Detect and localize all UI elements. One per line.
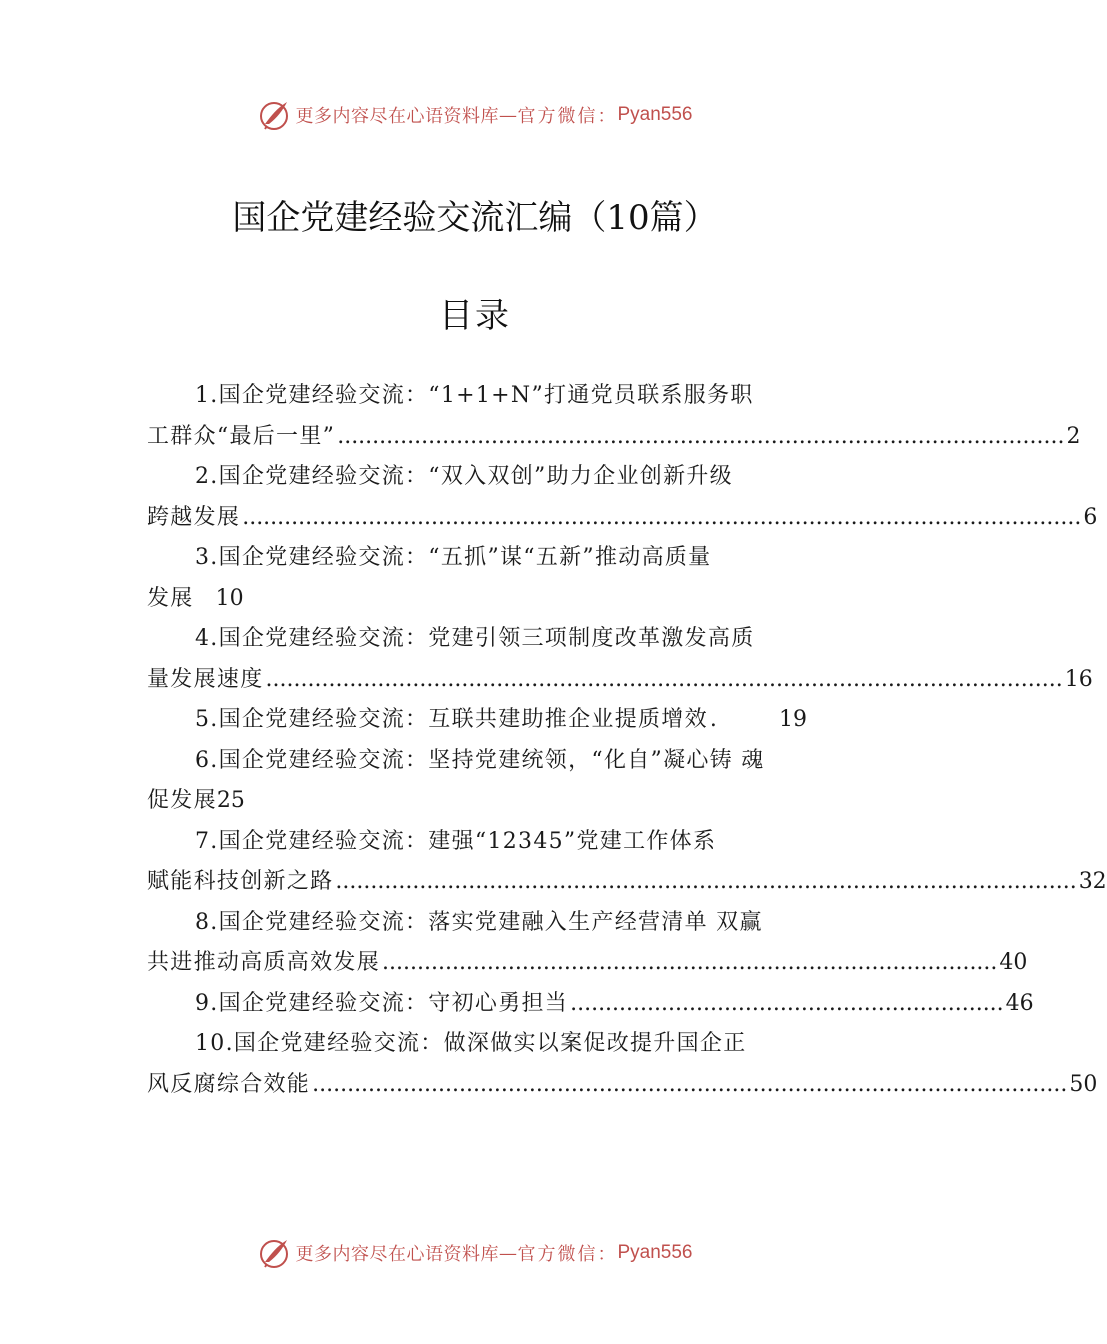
toc-page-number: 50 (1069, 1071, 1098, 1097)
toc-entry-title-cont: 促发展 (147, 788, 217, 813)
document-title: 国企党建经验交流汇编（10篇） (232, 198, 718, 238)
toc-entry-title: 3.国企党建经验交流：“五抓”谋“五新”推动高质量 (195, 545, 712, 570)
toc-entry-title-cont: 共进推动高质高效发展 (147, 950, 381, 975)
toc-heading: 目录 (439, 296, 511, 336)
toc-entry[interactable] (147, 741, 807, 822)
toc-entry-title-cont: 赋能科技创新之路 (147, 869, 334, 894)
toc-page-number: 2 (1066, 423, 1081, 449)
toc-page-number: 10 (215, 585, 244, 611)
table-of-contents (147, 376, 1107, 1105)
watermark-id: Pyan556 (617, 104, 693, 125)
toc-leader-dots: ........................................................................................ (382, 950, 998, 975)
toc-entry-title: 7.国企党建经验交流：建强“12345”党建工作体系 (195, 828, 717, 854)
toc-page-number: 46 (1005, 990, 1034, 1016)
watermark-id: Pyan556 (617, 1242, 693, 1263)
toc-entry-title-cont: 工群众“最后一里” (147, 423, 336, 449)
watermark-main-text: 更多内容尽在心语资料库 (295, 106, 499, 127)
quill-logo-icon (257, 98, 291, 132)
toc-entry-title: 2.国企党建经验交流：“双入双创”助力企业创新升级 (195, 464, 733, 489)
toc-entry[interactable] (147, 538, 807, 619)
watermark-banner-top (0, 95, 950, 135)
watermark-main-text: 更多内容尽在心语资料库 (295, 1244, 499, 1265)
toc-entry-title: 1.国企党建经验交流：“1+1+N”打通党员联系服务职 (195, 383, 754, 408)
toc-leader-dots: .................................................................................................................. (265, 666, 1063, 692)
watermark-separator: — (498, 104, 518, 126)
toc-entry-title: 6.国企党建经验交流：坚持党建统领，“化自”凝心铸 魂 (195, 747, 765, 773)
toc-entry[interactable] (147, 903, 1028, 984)
toc-entry[interactable] (147, 984, 1034, 1025)
toc-entry[interactable] (147, 376, 1081, 457)
toc-entry-title-cont: 发展 (147, 585, 194, 611)
toc-page-number: 6 (1083, 504, 1098, 530)
toc-leader-dots: ............................................................................................................ (312, 1071, 1068, 1097)
toc-entry-title: 8.国企党建经验交流：落实党建融入生产经营清单 双赢 (195, 909, 763, 935)
toc-entry-title: 5.国企党建经验交流：互联共建助推企业提质增效 (195, 707, 708, 732)
toc-entry-title: 9.国企党建经验交流：守初心勇担当 (195, 990, 569, 1016)
watermark-separator: — (498, 1242, 518, 1264)
toc-page-number: 40 (999, 950, 1028, 975)
toc-entry-title-cont: 跨越发展 (147, 504, 241, 530)
toc-leader-dots: ........................................................................................................ (337, 423, 1065, 449)
toc-page-number: 25 (216, 788, 245, 813)
toc-entry[interactable] (147, 619, 1093, 700)
toc-entry[interactable] (147, 457, 1098, 538)
toc-entry-title-cont: 量发展速度 (147, 666, 264, 692)
toc-page-number: 32 (1078, 869, 1107, 894)
toc-entry[interactable] (147, 822, 1107, 903)
toc-page-number: 19 (779, 707, 807, 732)
toc-leader-dots: ........................................................................................................................ (242, 504, 1082, 530)
toc-leader-dots: .......................................................................................................... (335, 869, 1077, 894)
quill-logo-icon (257, 1236, 291, 1270)
toc-leader-dots: . (709, 707, 717, 732)
watermark-banner-bottom (0, 1233, 950, 1273)
toc-entry[interactable] (147, 1024, 1098, 1105)
toc-page-number: 16 (1064, 666, 1093, 692)
watermark-label: 官方微信： (517, 106, 618, 127)
toc-entry[interactable] (147, 700, 807, 741)
toc-entry-title: 4.国企党建经验交流：党建引领三项制度改革激发高质 (195, 626, 755, 651)
watermark-label: 官方微信： (517, 1244, 618, 1265)
toc-entry-title: 10.国企党建经验交流：做深做实以案促改提升国企正 (195, 1031, 747, 1056)
toc-leader-dots: .............................................................. (570, 990, 1004, 1016)
toc-entry-title-cont: 风反腐综合效能 (147, 1071, 311, 1097)
